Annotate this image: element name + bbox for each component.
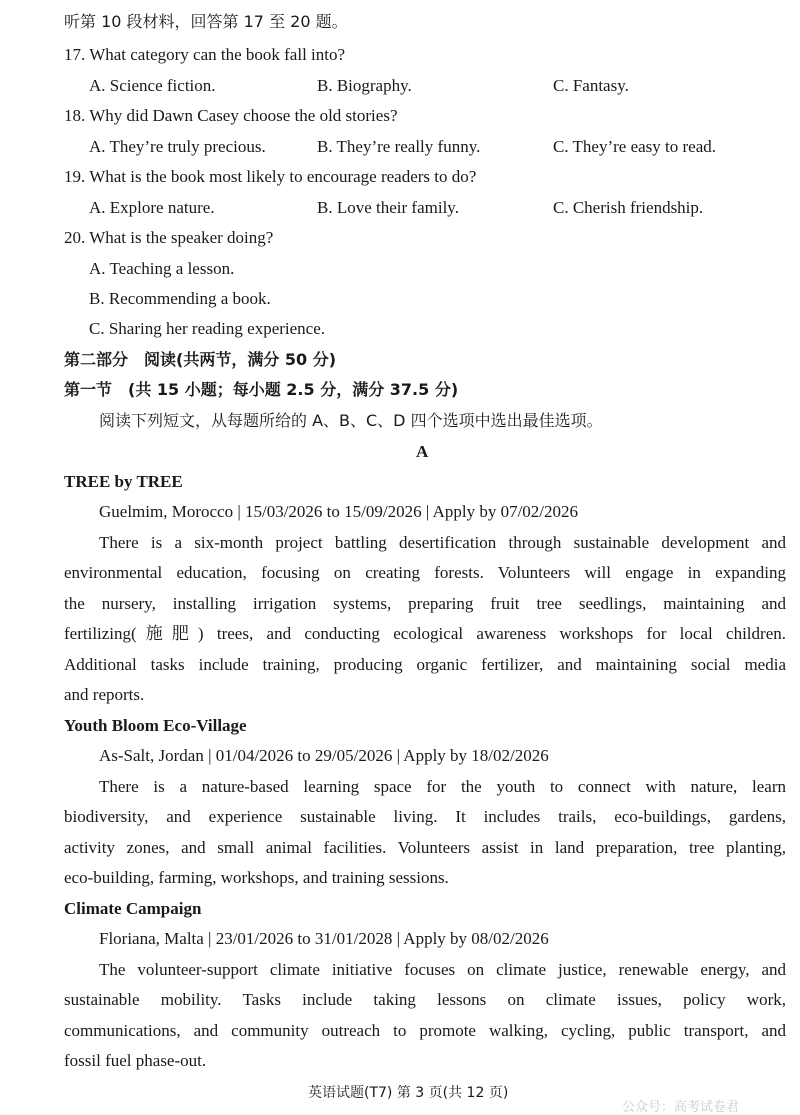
page-footer: 英语试题(T7) 第 3 页(共 12 页)	[308, 1085, 509, 1101]
project-2-title: Youth Bloom Eco-Village	[64, 716, 247, 735]
project-2-line-1: There is a nature-based learning space for the youth to connect with nature, learn	[99, 777, 786, 796]
question-20-option-a: A. Teaching a lesson.	[89, 259, 235, 278]
passage-label: A	[416, 442, 429, 461]
project-3-title: Climate Campaign	[64, 899, 202, 918]
project-3-line-1: The volunteer-support climate initiative focuses on climate justice, renewable energy, and	[99, 960, 786, 979]
project-2-line-4: eco-building, farming, workshops, and training sessions.	[64, 868, 449, 887]
project-1-line-1: There is a six-month project battling desertification through sustainable development and	[99, 533, 786, 552]
question-18-option-b: B. They’re really funny.	[317, 137, 481, 156]
project-3-line-2: sustainable mobility. Tasks include taking lessons on climate issues, policy work,	[64, 990, 786, 1009]
question-19-option-b: B. Love their family.	[317, 198, 459, 217]
question-17-option-c: C. Fantasy.	[553, 76, 629, 95]
project-1-line-2: environmental education, focusing on creating forests. Volunteers will engage in expanding	[64, 563, 786, 582]
question-20-option-c: C. Sharing her reading experience.	[89, 319, 326, 338]
question-20-stem: 20. What is the speaker doing?	[64, 228, 274, 247]
reading-section-title: 第一节 (共 15 小题；每小题 2.5 分，满分 37.5 分)	[64, 380, 459, 399]
question-18-stem: 18. Why did Dawn Casey choose the old stories?	[64, 106, 398, 125]
question-18-option-c: C. They’re easy to read.	[553, 137, 717, 156]
project-1-meta: Guelmim, Morocco | 15/03/2026 to 15/09/2026 | Apply by 07/02/2026	[99, 502, 579, 521]
question-17-stem: 17. What category can the book fall into?	[64, 45, 346, 64]
project-2-meta: As-Salt, Jordan | 01/04/2026 to 29/05/2026 | Apply by 18/02/2026	[99, 746, 549, 765]
listening-intro: 听第 10 段材料，回答第 17 至 20 题。	[64, 12, 348, 31]
question-17-option-a: A. Science fiction.	[89, 76, 216, 95]
project-3-meta: Floriana, Malta | 23/01/2026 to 31/01/2028 | Apply by 08/02/2026	[99, 929, 549, 948]
reading-instruction: 阅读下列短文，从每题所给的 A、B、C、D 四个选项中选出最佳选项。	[99, 411, 603, 430]
project-2-line-3: activity zones, and small animal facilities. Volunteers assist in land preparation, tree planting,	[64, 838, 786, 857]
reading-part-title: 第二部分 阅读(共两节，满分 50 分)	[64, 350, 337, 369]
question-17-option-b: B. Biography.	[317, 76, 412, 95]
question-18-option-a: A. They’re truly precious.	[89, 137, 266, 156]
question-19-option-a: A. Explore nature.	[89, 198, 215, 217]
question-20-option-b: B. Recommending a book.	[89, 289, 271, 308]
project-1-title: TREE by TREE	[64, 472, 183, 491]
project-3-line-4: fossil fuel phase-out.	[64, 1051, 207, 1070]
project-1-line-5: Additional tasks include training, producing organic fertilizer, and maintaining social media	[64, 655, 786, 674]
project-2-line-2: biodiversity, and experience sustainable living. It includes trails, eco-buildings, gardens,	[64, 807, 786, 826]
question-19-stem: 19. What is the book most likely to encourage readers to do?	[64, 167, 477, 186]
watermark: 公众号：高考试卷君	[622, 1100, 740, 1115]
project-1-line-6: and reports.	[64, 685, 145, 704]
project-1-line-4: fertilizing(施肥) trees, and conducting ecological awareness workshops for local children.	[64, 624, 786, 643]
question-19-option-c: C. Cherish friendship.	[553, 198, 704, 217]
project-1-line-3: the nursery, installing irrigation systems, preparing fruit tree seedlings, maintaining and	[64, 594, 786, 613]
project-3-line-3: communications, and community outreach to promote walking, cycling, public transport, and	[64, 1021, 786, 1040]
